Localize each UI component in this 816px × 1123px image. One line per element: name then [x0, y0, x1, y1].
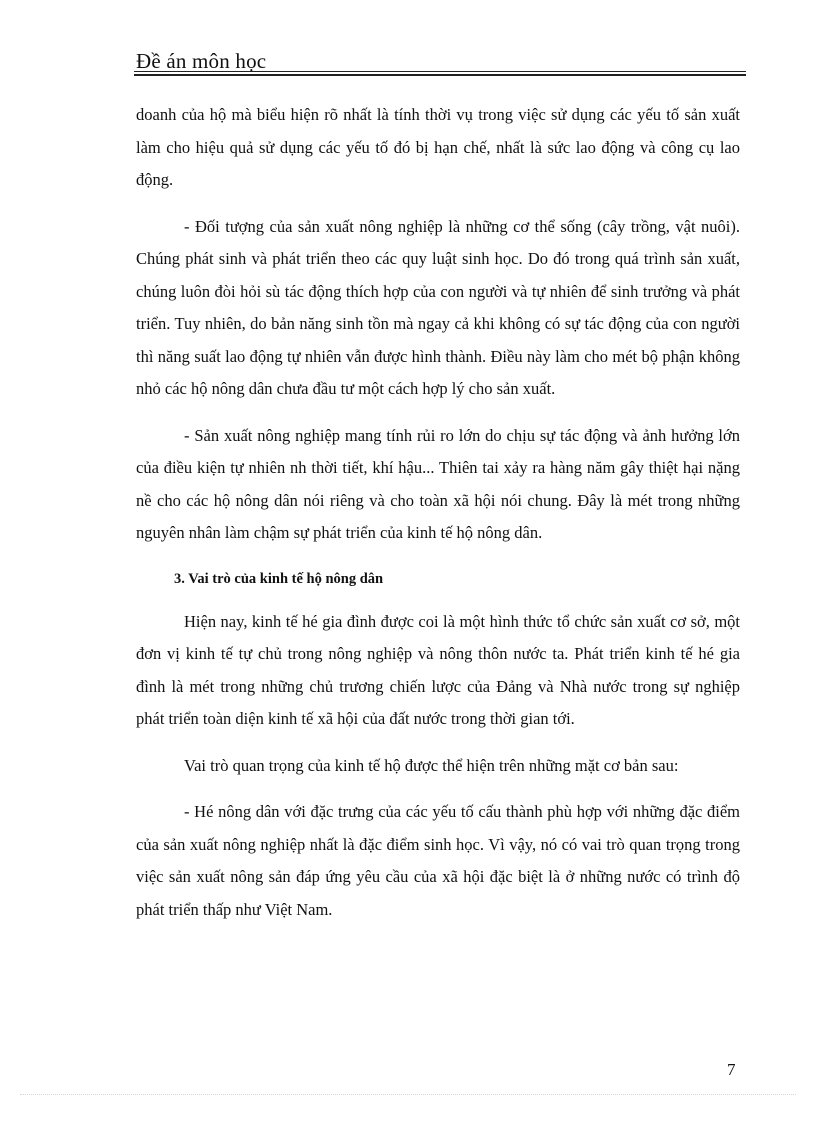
page-bottom-divider: [20, 1094, 796, 1095]
paragraph-2: - Đối tượng của sản xuất nông nghiệp là những cơ thể sống (cây trồng, vật nuôi). Chúng phát sinh và phát triển theo các quy luật sinh học. Do đó trong quá trình sản xuất, chúng luôn đòi hỏi sù tác động thích hợp của con người và tự nhiên để sinh trưởng và phát triển. Tuy nhiên, do bản năng sinh tồn mà ngay cả khi không có sự tác động của con người thì năng suất lao động tự nhiên vẫn được hình thành. Điều này làm cho mét bộ phận không nhỏ các hộ nông dân chưa đầu tư một cách hợp lý cho sản xuất.: [136, 216, 740, 398]
paragraph-3: - Sản xuất nông nghiệp mang tính rủi ro lớn do chịu sự tác động và ảnh hưởng lớn của điều kiện tự nhiên nh thời tiết, khí hậu... Thiên tai xảy ra hàng năm gây thiệt hại nặng nề cho các hộ nông dân nói riêng và cho toàn xã hội nói chung. Đây là mét trong những nguyên nhân làm chậm sự phát triển của kinh tế hộ nông dân.: [136, 425, 740, 542]
page-header-title: Đề án môn học: [136, 49, 267, 73]
paragraph-6: - Hé nông dân với đặc trưng của các yếu tố cấu thành phù hợp với những đặc điểm của sản xuất nông nghiệp nhất là đặc điểm sinh học. Vì vậy, nó có vai trò quan trọng trong việc sản xuất nông sản đáp ứng yêu cầu của xã hội đặc biệt là ở những nước có trình độ phát triển thấp như Việt Nam.: [136, 802, 740, 919]
document-body: [136, 99, 740, 940]
page-number: 7: [727, 1060, 736, 1079]
paragraph-1: doanh của hộ mà biểu hiện rõ nhất là tính thời vụ trong việc sử dụng các yếu tố sản xuất làm cho hiệu quả sử dụng các yếu tố đó bị hạn chế, nhất là sức lao động và công cụ lao động.: [136, 105, 740, 189]
header-rule-thin: [134, 71, 746, 72]
header-rule-thick: [134, 74, 746, 76]
paragraph-5: Vai trò quan trọng của kinh tế hộ được thể hiện trên những mặt cơ bản sau:: [184, 755, 679, 775]
paragraph-4: Hiện nay, kinh tế hé gia đình được coi là một hình thức tổ chức sản xuất cơ sở, một đơn vị kinh tế tự chủ trong nông nghiệp và nông thôn nước ta. Phát triển kinh tế hé gia đình là mét trong những chủ trương chiến lược của Đảng và Nhà nước trong sự nghiệp phát triển toàn diện kinh tế xã hội của đất nước trong thời gian tới.: [136, 611, 740, 728]
section-heading: 3. Vai trò của kinh tế hộ nông dân: [174, 570, 384, 587]
